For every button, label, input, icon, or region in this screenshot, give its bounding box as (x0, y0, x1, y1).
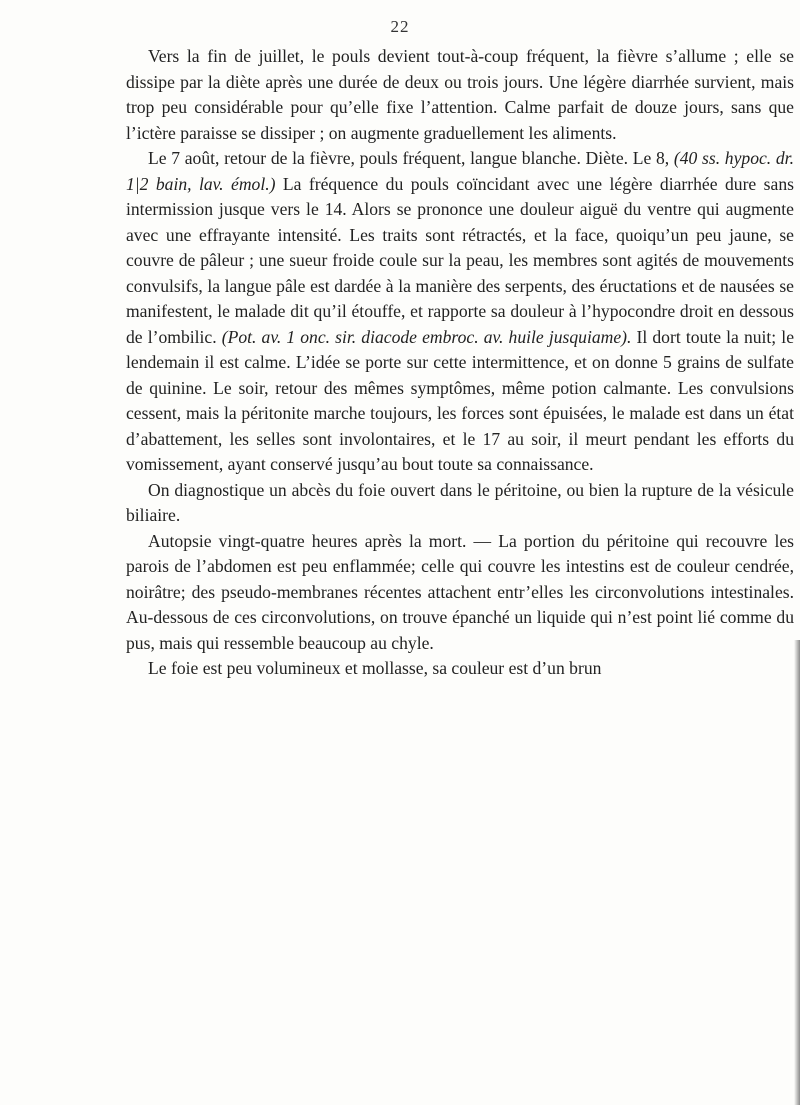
paragraph-text: Le 7 août, retour de la fièvre, pouls fréquent, langue blanche. Diète. Le 8, (148, 148, 674, 168)
page-edge-shadow (794, 640, 800, 1105)
paragraph (126, 44, 794, 146)
paragraph-text: La fréquence du pouls coïncidant avec une légère diarrhée dure sans intermission jusque vers le 14. Alors se prononce une douleur aiguë du ventre qui augmente avec une effrayante intensité. Les traits sont rétractés, et la face, quoiqu’un peu jaune, se couvre de pâleur ; une sueur froide coule sur la peau, les membres sont agités de mouvements convulsifs, la langue pâle est dardée à la manière des serpents, des éructations et de nausées se manifestent, le malade dit qu’il étouffe, et rapporte sa douleur à l’hypocondre droit en dessous de l’ombilic. (126, 173, 794, 347)
paragraph (126, 529, 794, 657)
page-number: 22 (390, 17, 410, 36)
paragraph (126, 146, 794, 478)
prescription-text: (Pot. av. 1 onc. sir. diacode embroc. av. huile jusquiame). (221, 326, 632, 347)
paragraph-text: Vers la fin de juillet, le pouls devient tout-à-coup fréquent, la fièvre s’allume ; elle se dissipe par la diète après une durée de deux ou trois jours. Une légère diarrhée survient, mais trop peu considérable pour qu’elle fixe l’attention. Calme parfait de douze jours, sans que l’ictère paraisse se dissiper ; on augmente graduellement les aliments. (126, 46, 794, 143)
prescription-text: (40 ss. hypoc. dr. 1|2 bain, lav. émol.) (126, 148, 794, 194)
paragraph (126, 656, 794, 682)
paragraph-text: Il dort toute la nuit; le lendemain il est calme. L’idée se porte sur cette intermittence, et on donne 5 grains de sulfate de quinine. Le soir, retour des mêmes symptômes, même potion calmante. Les convulsions cessent, mais la péritonite marche toujours, les forces sont épuisées, le malade est dans un état d’abattement, les selles sont involontaires, et le 17 au soir, il meurt pendant les efforts du vomissement, ayant conservé jusqu’au bout toute sa connaissance. (126, 326, 795, 474)
paragraph-text: On diagnostique un abcès du foie ouvert dans le péritoine, ou bien la rupture de la vésicule biliaire. (126, 479, 794, 525)
paragraph (126, 478, 794, 529)
paragraph-text: Autopsie vingt-quatre heures après la mort. — La portion du péritoine qui recouvre les parois de l’abdomen est peu enflammée; celle qui couvre les intestins est de couleur cendrée, noirâtre; des pseudo-membranes récentes attachent entr’elles les circonvolutions intestinales. Au-dessous de ces circonvolutions, on trouve épanché un liquide qui n’est point lié comme du pus, mais qui ressemble beaucoup au chyle. (126, 530, 794, 653)
body-text (126, 44, 794, 682)
paragraph-text: Le foie est peu volumineux et mollasse, sa couleur est d’un brun (148, 658, 602, 678)
